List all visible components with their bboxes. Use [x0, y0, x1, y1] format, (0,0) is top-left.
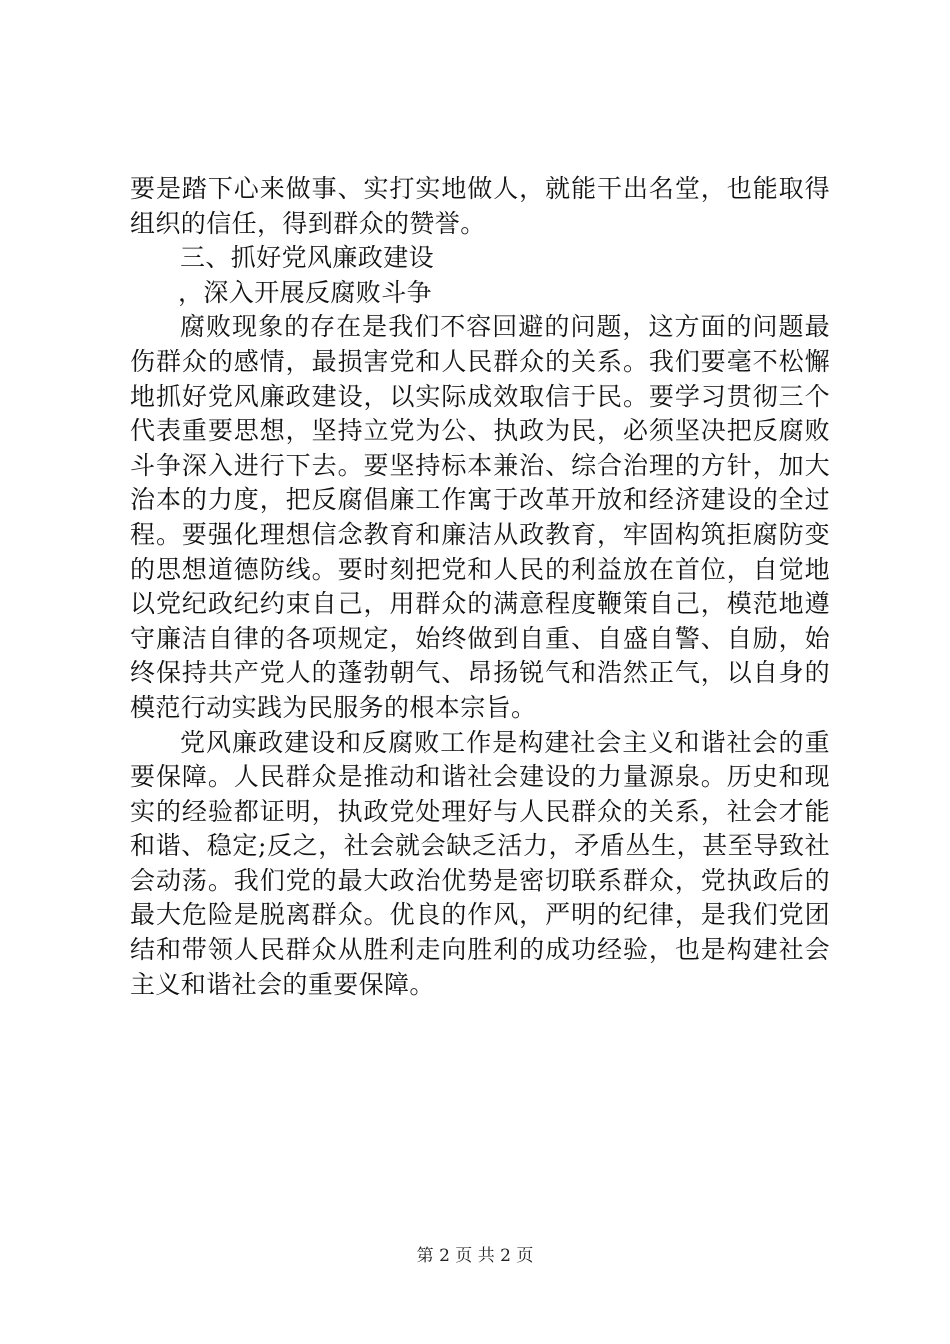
- text-line: 实的经验都证明，执政党处理好与人民群众的关系，社会才能: [130, 796, 830, 826]
- text-line: 要保障。人民群众是推动和谐社会建设的力量源泉。历史和现: [130, 762, 830, 792]
- paragraph-first-line: 腐败现象的存在是我们不容回避的问题，这方面的问题最: [180, 312, 830, 342]
- text-line: 会动荡。我们党的最大政治优势是密切联系群众，党执政后的: [130, 865, 830, 895]
- text-line: 结和带领人民群众从胜利走向胜利的成功经验，也是构建社会: [130, 935, 830, 965]
- paragraph-first-line: 党风廉政建设和反腐败工作是构建社会主义和谐社会的重: [180, 727, 830, 757]
- text-line: 主义和谐社会的重要保障。: [130, 969, 435, 999]
- text-line: 模范行动实践为民服务的根本宗旨。: [130, 692, 537, 722]
- text-line: 最大危险是脱离群众。优良的作风，严明的纪律，是我们党团: [130, 900, 830, 930]
- document-body: [130, 172, 830, 1002]
- section-heading-continuation: ，深入开展反腐败斗争: [178, 277, 433, 307]
- page-number-footer: 第 2 页 共 2 页: [416, 1246, 534, 1266]
- section-heading: 三、抓好党风廉政建设: [180, 243, 435, 273]
- text-line: 要是踏下心来做事、实打实地做人，就能干出名堂，也能取得: [130, 174, 830, 203]
- text-line: 地抓好党风廉政建设，以实际成效取信于民。要学习贯彻三个: [130, 381, 830, 411]
- text-line: 斗争深入进行下去。要坚持标本兼治、综合治理的方针，加大: [130, 450, 830, 480]
- text-line: 组织的信任，得到群众的赞誉。: [130, 208, 486, 238]
- text-line: 治本的力度，把反腐倡廉工作寓于改革开放和经济建设的全过: [130, 485, 830, 515]
- text-line: 以党纪政纪约束自己，用群众的满意程度鞭策自己，模范地遵: [130, 589, 830, 619]
- text-line: 代表重要思想，坚持立党为公、执政为民，必须坚决把反腐败: [130, 416, 830, 446]
- text-line: 终保持共产党人的蓬勃朝气、昂扬锐气和浩然正气，以自身的: [130, 658, 830, 688]
- text-line: 守廉洁自律的各项规定，始终做到自重、自盛自警、自励，始: [130, 623, 830, 653]
- text-line: 的思想道德防线。要时刻把党和人民的利益放在首位，自觉地: [130, 554, 830, 584]
- text-line: 程。要强化理想信念教育和廉洁从政教育，牢固构筑拒腐防变: [130, 519, 830, 549]
- text-line: 和谐、稳定;反之，社会就会缺乏活力，矛盾丛生，甚至导致社: [130, 831, 830, 861]
- text-line: 伤群众的感情，最损害党和人民群众的关系。我们要毫不松懈: [130, 346, 830, 376]
